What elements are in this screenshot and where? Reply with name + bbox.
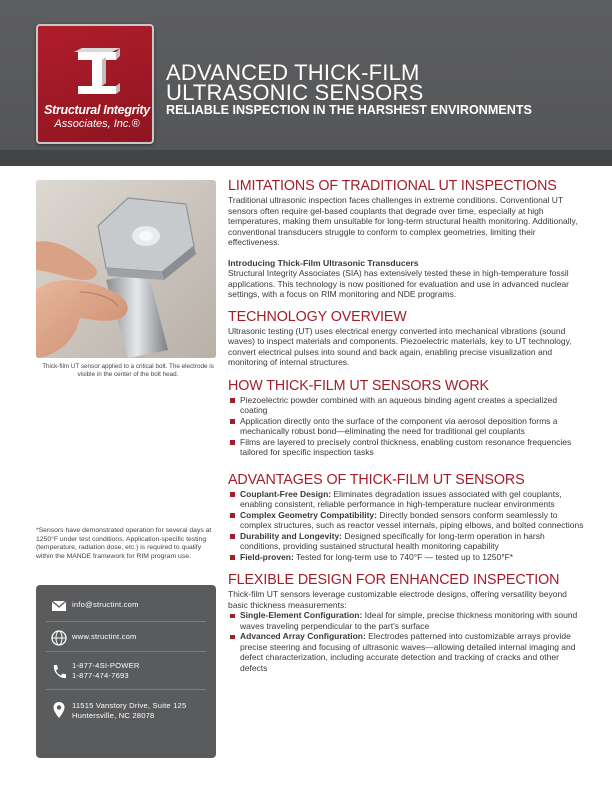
logo-company-name: Structural Integrity [44,103,150,117]
map-pin-icon [50,701,68,719]
overview-heading: TECHNOLOGY OVERVIEW [228,308,407,325]
list-item [228,610,584,631]
bullet-text: Tested for long-term use to 740°F — tested up to 1250°F* [293,551,514,562]
bullet-text: Designed specifically for long-term operation in harsh conditions, providing sustained structural health monitoring capability [240,530,545,551]
bullet-label: Couplant-Free Design: [240,488,332,499]
bullet-text: Eliminates degradation issues associated with gel couplants, enabling consistent, reliable performance in high-temperature nuclear environments [240,488,562,509]
logo-company-suffix: Associates, Inc.® [54,118,140,130]
contact-phone-1[interactable]: 1-877-4SI-POWER [72,661,140,670]
bullet-text: Directly bonded sensors conform seamlessly to complex structures, such as reactor vessel internals, piping elbows, and bolted connections [240,509,584,530]
how-it-works-list [228,395,584,458]
bolt-sensor-photo [36,180,216,358]
list-item [228,631,584,673]
contact-email-link[interactable]: info@structint.com [72,600,139,609]
page-header [0,0,612,166]
list-item [228,489,584,510]
advantages-list [228,489,584,563]
contact-panel [36,585,216,758]
flexible-design-heading: FLEXIBLE DESIGN FOR ENHANCED INSPECTION [228,572,560,588]
how-it-works-heading: HOW THICK-FILM UT SENSORS WORK [228,377,489,394]
photo-caption: Thick-film UT sensor applied to a critical bolt. The electrode is visible in the center of the bolt head. [42,363,214,378]
page-title-line-2: ULTRASONIC SENSORS [166,80,424,105]
bullet-label: Advanced Array Configuration: [240,631,366,641]
contact-phone-2[interactable]: 1-877-474-7693 [72,671,129,680]
advantages-heading: ADVANTAGES OF THICK-FILM UT SENSORS [228,471,525,488]
contact-address-line-1: 11515 Vanstory Drive, Suite 125 [72,701,187,710]
page-subtitle: RELIABLE INSPECTION IN THE HARSHEST ENVIRONMENTS [166,103,532,117]
limitations-heading: LIMITATIONS OF TRADITIONAL UT INSPECTIONS [228,178,557,194]
bullet-label: Durability and Longevity: [240,530,343,541]
contact-divider [46,621,206,622]
flexible-design-body: Thick-film UT sensors leverage customizable electrode designs, offering versatility beyond basic thickness measurements: [228,589,567,610]
list-item: Piezoelectric powder combined with an aqueous binding agent creates a specialized coating [228,395,584,416]
envelope-icon [50,597,68,615]
overview-body: Ultrasonic testing (UT) uses electrical energy converted into mechanical vibrations (sound waves) to inspect materials and components. Piezoelectric materials, key to UT technology, convert electrical pulses into sound and back again, enabling precise visualization and monitoring of internal structures. [228,325,572,367]
intro-heading: Introducing Thick-Film Ultrasonic Transducers [228,257,419,268]
contact-divider [46,651,206,652]
globe-icon [50,629,68,647]
page-title-line-1: ADVANCED THICK-FILM [166,60,420,85]
bullet-label: Single-Element Configuration: [240,610,363,620]
header-band [0,150,612,166]
contact-address-line-2: Huntersville, NC 28078 [72,711,155,720]
bullet-label: Field-proven: [240,551,294,562]
bullet-label: Complex Geometry Compatibility: [240,509,377,520]
list-item [228,510,584,531]
phone-icon [50,663,68,681]
bullet-text: Ideal for simple, precise thickness monitoring with sound waves traveling perpendicular to the part's surface [240,610,578,631]
bullet-text: Electrodes patterned into customizable arrays provide precise steering and focusing of ultrasonic waves—allowing detailed internal imaging and defect characterization, including accurate detection and tracking of cracks and other defects [240,631,576,673]
flexible-design-list [228,610,584,673]
i-beam-logo-icon [74,48,120,98]
intro-body: Structural Integrity Associates (SIA) has extensively tested these in high-temperature fossil applications. This technology is now positioned for evaluation and use in advanced nuclear settings, with a focus on RIM monitoring and NDE programs. [228,268,570,299]
temperature-footnote: *Sensors have demonstrated operation for several days at 1250°F under test conditions. Application-specific testing (temperature, radiation dose, etc.) is required to qualify within the MANDE framework for RIM program use. [36,527,212,560]
list-item [228,531,584,552]
main-content [228,178,584,673]
contact-divider [46,689,206,690]
list-item: Application directly onto the surface of the component via aerosol deposition forms a mechanically robust bond—eliminating the need for traditional gel couplants [228,416,584,437]
list-item [228,552,584,563]
company-logo [36,24,154,144]
bolt-photo-illustration [36,180,216,358]
limitations-body: Traditional ultrasonic inspection faces challenges in extreme conditions. Conventional UT sensors often require gel-based couplants that degrade over time, especially at high temperatures, making them unsuitable for long-term structural health monitoring. Additionally, conventional transducers struggle to conform to complex geometries, limiting their effectiveness. [228,195,578,247]
contact-website-link[interactable]: www.structint.com [72,632,137,641]
list-item: Films are layered to precisely control thickness, enabling custom resonance frequencies tailored for specific inspection tasks [228,437,584,458]
